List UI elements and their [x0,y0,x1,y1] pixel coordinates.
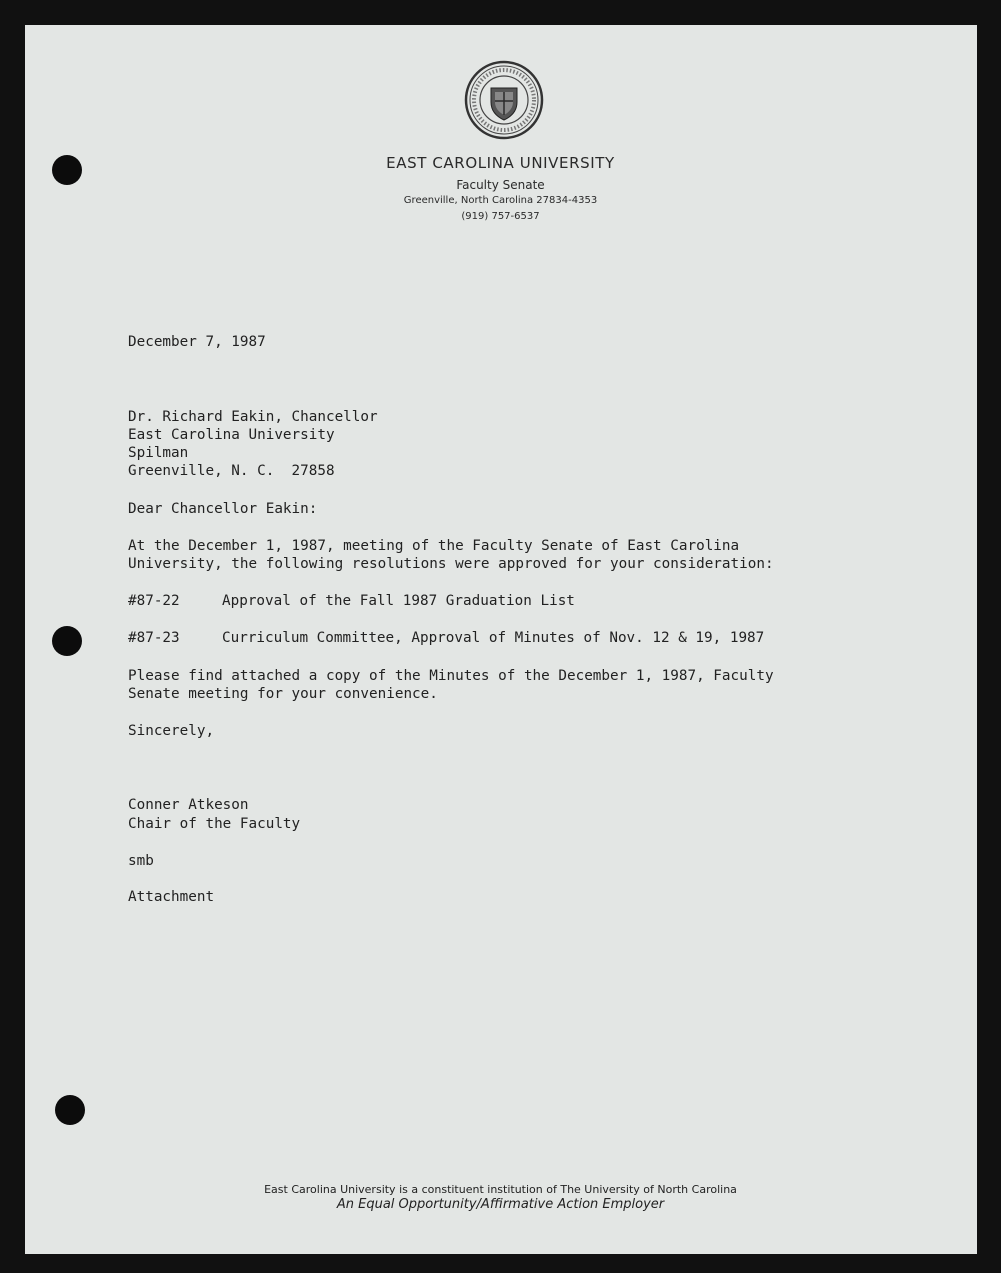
resolution-number: #87-22 [128,593,180,609]
university-seal-icon [464,60,544,140]
letterhead-department: Faculty Senate [456,178,545,192]
resolution-text: Curriculum Committee, Approval of Minutes of Nov. 12 & 19, 1987 [222,630,765,646]
closing-para-line-1: Please find attached a copy of the Minutes of the December 1, 1987, Faculty [128,668,774,684]
letterhead-phone: (919) 757-6537 [461,211,540,222]
signer-title: Chair of the Faculty [128,816,301,832]
punch-hole-middle [52,626,82,656]
resolution-number: #87-23 [128,630,180,646]
recipient-city: Greenville, N. C. 27858 [128,463,335,479]
footer-constituent-line: East Carolina University is a constituent institution of The University of North Carolina [264,1183,737,1196]
letterhead-address: Greenville, North Carolina 27834-4353 [403,195,598,206]
punch-hole-bottom [55,1095,85,1125]
signer-name: Conner Atkeson [128,797,249,813]
complimentary-close: Sincerely, [128,723,215,739]
recipient-name: Dr. Richard Eakin, Chancellor [128,409,378,425]
letter-date: December 7, 1987 [128,334,266,350]
resolution-text: Approval of the Fall 1987 Graduation List [222,593,575,609]
salutation: Dear Chancellor Eakin: [128,501,318,517]
closing-para-line-2: Senate meeting for your convenience. [128,686,438,702]
recipient-org: East Carolina University [128,427,335,443]
letterhead-institution: EAST CAROLINA UNIVERSITY [386,154,615,172]
recipient-building: Spilman [128,445,189,461]
intro-line-1: At the December 1, 1987, meeting of the Faculty Senate of East Carolina [128,538,740,554]
enclosure-note: Attachment [128,889,215,905]
intro-line-2: University, the following resolutions were approved for your consideration: [128,556,774,572]
typist-initials: smb [128,853,154,869]
footer-eoe-line: An Equal Opportunity/Affirmative Action Employer [336,1197,665,1212]
